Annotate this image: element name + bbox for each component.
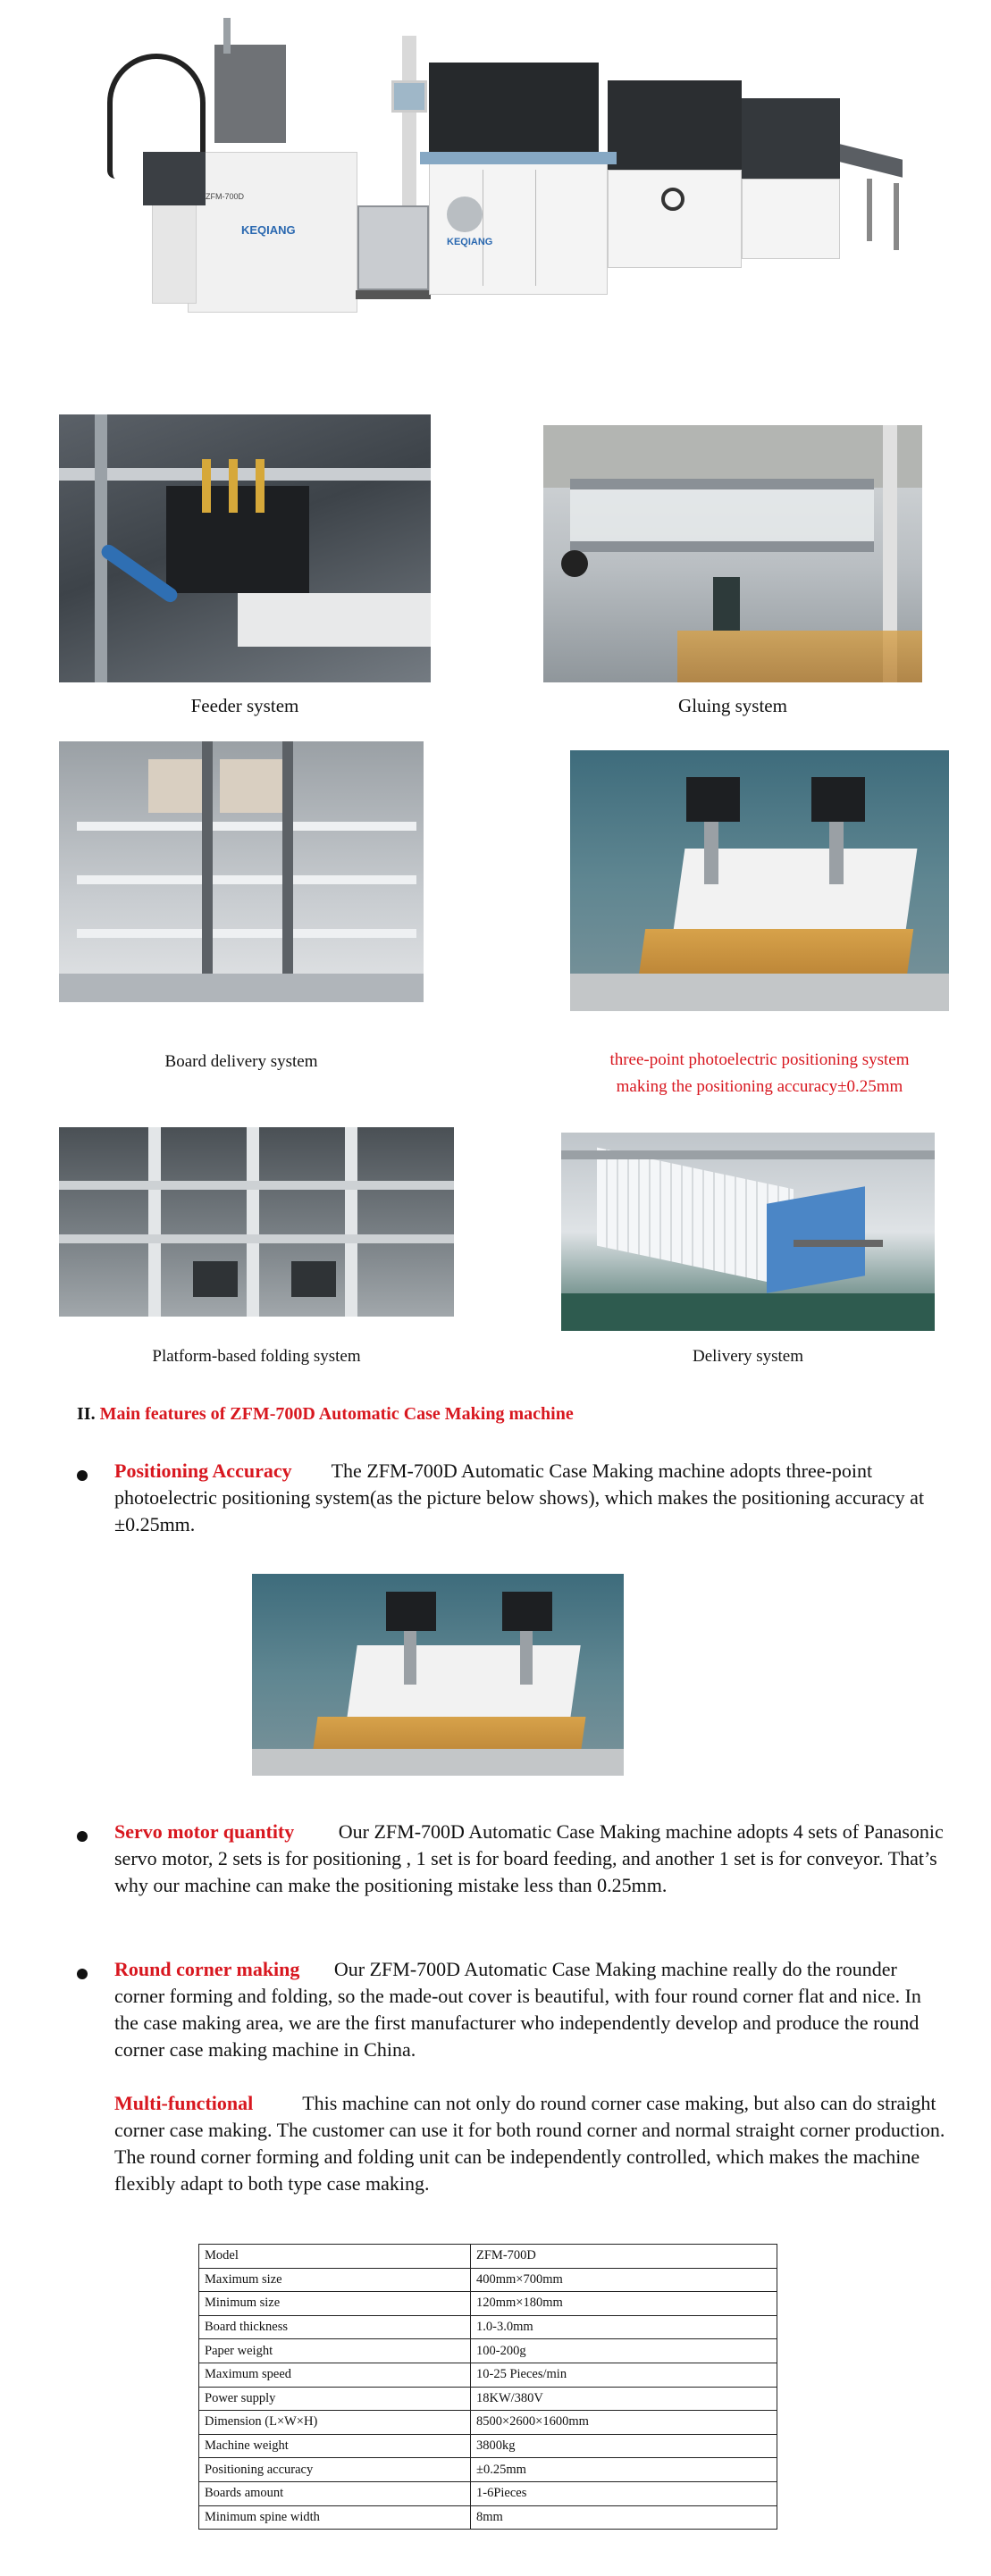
table-row — [199, 2245, 777, 2269]
board-delivery-system-photo — [59, 741, 424, 1002]
section-heading — [77, 1404, 574, 1425]
spec-value: ±0.25mm — [471, 2458, 777, 2482]
spec-key: Maximum speed — [199, 2363, 471, 2387]
caption-positioning-line2: making the positioning accuracy±0.25mm — [616, 1077, 903, 1096]
feature-lead: Positioning Accuracy — [114, 1459, 292, 1482]
caption-positioning-line1: three-point photoelectric positioning system — [609, 1050, 910, 1069]
caption-delivery-system: Delivery system — [692, 1347, 803, 1366]
spec-value: 1-6Pieces — [471, 2481, 777, 2505]
bullet-icon — [77, 1831, 88, 1842]
feature-servo-motor — [114, 1819, 945, 1899]
bullet-icon — [77, 1969, 88, 1979]
spec-key: Boards amount — [199, 2481, 471, 2505]
spec-value: 1.0-3.0mm — [471, 2315, 777, 2339]
caption-board-delivery-system: Board delivery system — [164, 1052, 318, 1071]
spec-key: Minimum size — [199, 2292, 471, 2316]
table-row — [199, 2292, 777, 2316]
spec-key: Positioning accuracy — [199, 2458, 471, 2482]
feature-text: The ZFM-700D Automatic Case Making machine adopts three-point photoelectric positioning system(as the picture below shows), which makes the positioning accuracy at ±0.25mm. — [114, 1459, 925, 1535]
feature-text: Our ZFM-700D Automatic Case Making machine really do the rounder corner forming and folding, so the made-out cover is beautiful, with four round corner flat and nice. In the case making area, we are the first manufacturer who independently develop and produce the round corner case making machine in China. — [114, 1958, 921, 2061]
hero-brand-logo-2: KEQIANG — [447, 237, 493, 247]
feature-multi-functional — [114, 2090, 945, 2197]
spec-key: Power supply — [199, 2387, 471, 2411]
table-row — [199, 2339, 777, 2363]
folding-system-photo — [59, 1127, 454, 1317]
caption-folding-system: Platform-based folding system — [152, 1347, 361, 1366]
spec-value: 120mm×180mm — [471, 2292, 777, 2316]
table-row — [199, 2315, 777, 2339]
feature-lead: Round corner making — [114, 1958, 300, 1980]
spec-value: 100-200g — [471, 2339, 777, 2363]
spec-key: Minimum spine width — [199, 2505, 471, 2530]
section-number: II. — [77, 1404, 96, 1424]
delivery-system-photo — [561, 1133, 935, 1331]
table-row — [199, 2505, 777, 2530]
spec-key: Model — [199, 2245, 471, 2269]
table-row — [199, 2458, 777, 2482]
hero-brand-logo: KEQIANG — [241, 223, 296, 237]
feature-text: Our ZFM-700D Automatic Case Making machine adopts 4 sets of Panasonic servo motor, 2 sets is for positioning , 1 set is for board feeding, and another 1 set is for conveyor. That’s why our machine can make the positioning mistake less than 0.25mm. — [114, 1820, 944, 1896]
feature-lead: Multi-functional — [114, 2092, 254, 2114]
caption-feeder-system: Feeder system — [190, 695, 299, 716]
bullet-icon — [77, 1470, 88, 1481]
table-row — [199, 2434, 777, 2458]
table-row — [199, 2481, 777, 2505]
spec-key: Board thickness — [199, 2315, 471, 2339]
spec-key: Paper weight — [199, 2339, 471, 2363]
spec-key: Maximum size — [199, 2268, 471, 2292]
feature-text: This machine can not only do round corner case making, but also can do straight corner case making. The customer can use it for both round corner and normal straight corner production. The round corner forming and folding unit can be independently controlled, which makes the machine flexibly adapt to both type case making. — [114, 2092, 945, 2195]
spec-value: 400mm×700mm — [471, 2268, 777, 2292]
section-title: Main features of ZFM-700D Automatic Case Making machine — [99, 1404, 574, 1424]
table-row — [199, 2411, 777, 2435]
spec-value: 8mm — [471, 2505, 777, 2530]
spec-value: 18KW/380V — [471, 2387, 777, 2411]
table-row — [199, 2387, 777, 2411]
spec-value: ZFM-700D — [471, 2245, 777, 2269]
hero-machine-image — [89, 18, 911, 322]
table-row — [199, 2363, 777, 2387]
spec-value: 8500×2600×1600mm — [471, 2411, 777, 2435]
feeder-system-photo — [59, 414, 431, 682]
feature-positioning-accuracy — [114, 1458, 945, 1538]
spec-value: 3800kg — [471, 2434, 777, 2458]
spec-key: Dimension (L×W×H) — [199, 2411, 471, 2435]
spec-table — [198, 2244, 777, 2530]
positioning-system-photo — [570, 750, 949, 1011]
feature-round-corner — [114, 1956, 945, 2063]
gluing-system-photo — [543, 425, 922, 682]
table-row — [199, 2268, 777, 2292]
positioning-feature-photo — [252, 1574, 624, 1776]
feature-lead: Servo motor quantity — [114, 1820, 295, 1843]
spec-value: 10-25 Pieces/min — [471, 2363, 777, 2387]
spec-key: Machine weight — [199, 2434, 471, 2458]
caption-gluing-system: Gluing system — [678, 695, 787, 716]
hero-badge-model-a: ZFM-700D — [206, 192, 245, 201]
